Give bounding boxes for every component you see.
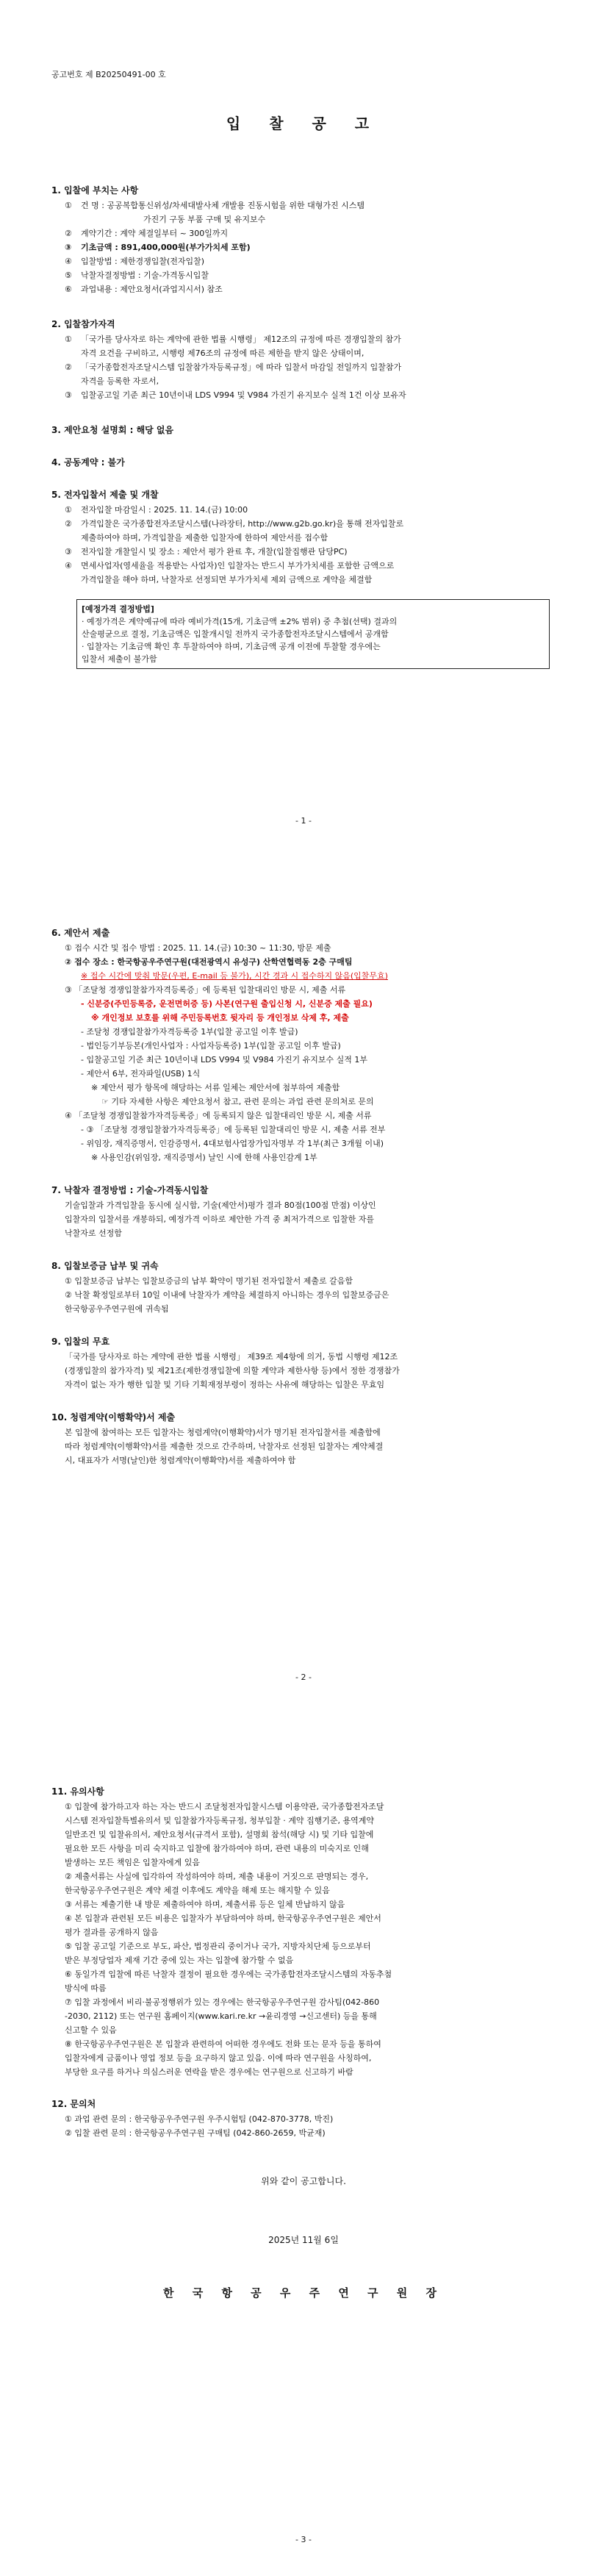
s8-line: ② 낙찰 확정일로부터 10일 이내에 낙찰자가 계약을 체결하지 아니하는 경우의 입찰보증금은 [65, 1290, 389, 1300]
page-number: - 2 - [295, 1672, 312, 1682]
s1-item-5: ⑤ 낙찰자결정방법 : 기술-가격동시입찰 [65, 271, 209, 280]
s8-line: 한국항공우주연구원에 귀속됨 [65, 1304, 169, 1314]
s1-item-4: ④ 입찰방법 : 제한경쟁입찰(전자입찰) [65, 257, 205, 266]
notice-number: 공고번호 제 B20250491-00 호 [51, 70, 166, 79]
s9-line: (경쟁입찰의 참가자격) 및 제21조(제한경쟁입찰에 의할 계약과 제한사항 등)에서 정한 경쟁참가 [65, 1366, 400, 1375]
s6-line: ※ 접수 시간에 맞춰 방문(우편, E-mail 등 불가), 시간 경과 시 접수하지 않음(입찰무효) [81, 971, 388, 981]
section-2-heading: 2. 입찰참가자격 [51, 319, 115, 329]
s11-line: ⑥ 동일가격 입찰에 따른 낙찰자 결정이 필요한 경우에는 국가종합전자조달시스템의 자동추첨 [65, 1969, 392, 1979]
s5-item-4b: 가격입찰을 해야 하며, 낙찰자로 선정되면 부가가치세 제외 금액으로 계약을 체결함 [81, 575, 373, 584]
s11-line: ⑦ 입찰 과정에서 비리·불공정행위가 있는 경우에는 한국항공우주연구원 감사팀(042-860 [65, 1997, 380, 2007]
issuing-organization: 한 국 항 공 우 주 연 구 원 장 [163, 2286, 444, 2300]
s10-line: 따라 청렴계약(이행확약)서를 제출한 것으로 간주하며, 낙찰자로 선정된 입찰자는 계약체결 [65, 1442, 384, 1451]
section-12-heading: 12. 문의처 [51, 2099, 96, 2109]
s1-item-3: ③ 기초금액 : 891,400,000원(부가가치세 포함) [65, 243, 251, 252]
s2-item-3: ③ 입찰공고일 기준 최근 10년이내 LDS V994 및 V984 가진기 유지보수 실적 1건 이상 보유자 [65, 390, 406, 400]
section-4-heading: 4. 공동계약 : 불가 [51, 457, 125, 468]
s7-line: 입찰자의 입찰서를 개봉하되, 예정가격 이하로 제안한 가격 중 최저가격으로 입찰한 자를 [65, 1214, 374, 1224]
s11-line: 받은 부정당업자 제재 기간 중에 있는 자는 입찰에 참가할 수 없음 [65, 1956, 294, 1965]
section-9-heading: 9. 입찰의 무효 [51, 1337, 110, 1347]
s11-line: 발생하는 모든 책임은 입찰자에게 있음 [65, 1858, 201, 1867]
page-2 [0, 856, 607, 1713]
section-10-heading: 10. 청렴계약(이행확약)서 제출 [51, 1412, 176, 1423]
s11-line: 시스템 전자입찰특별유의서 및 입찰참가자등록규정, 청부입찰 · 계약 집행기준, 용역계약 [65, 1816, 374, 1825]
s6-line: ③ 「조달청 경쟁입찰참가자격등록증」에 등록된 입찰대리인 방문 시, 제출 서류 [65, 985, 346, 995]
page-number: - 1 - [295, 816, 312, 826]
box-line: · 예정가격은 계약예규에 따라 예비가격(15개, 기초금액 ±2% 범위) 중 추첨(선택) 결과의 [82, 617, 398, 626]
s6-line: - 위임장, 재직증명서, 인감증명서, 4대보험사업장가입자명부 각 1부(최근 3개월 이내) [81, 1139, 384, 1148]
s7-line: 낙찰자로 선정함 [65, 1228, 122, 1238]
s2-item-1: ① 「국가를 당사자로 하는 계약에 관한 법률 시행령」 제12조의 규정에 따른 경쟁입찰의 참가 [65, 334, 401, 344]
section-1-heading: 1. 입찰에 부치는 사항 [51, 185, 139, 196]
s1-item-1b: 가진기 구동 부품 구매 및 유지보수 [143, 215, 266, 224]
s12-line: ② 입찰 관련 문의 : 한국항공우주연구원 구매팀 (042-860-2659, 박균재) [65, 2128, 326, 2138]
s11-line: 입찰자에게 금품이나 영업 정보 등을 요구하지 않고 있음. 이에 따라 연구원을 사칭하여, [65, 2053, 372, 2063]
closing-text: 위와 같이 공고합니다. [261, 2176, 346, 2186]
s6-line: - 입찰공고일 기준 최근 10년이내 LDS V994 및 V984 가진기 유지보수 실적 1부 [81, 1055, 367, 1065]
s6-line: - 조달청 경쟁입찰참가자격등록증 1부(입찰 공고일 이후 발급) [81, 1027, 298, 1037]
s11-line: 방식에 따름 [65, 1983, 107, 1993]
s11-line: 한국항공우주연구원은 계약 체결 이후에도 계약을 해제 또는 해지할 수 있음 [65, 1886, 330, 1895]
box-line: 입찰서 제출이 불가함 [82, 654, 157, 664]
box-line: · 입찰자는 기초금액 확인 후 투찰하여야 하며, 기초금액 공개 이전에 투찰할 경우에는 [82, 642, 381, 651]
s1-item-1: ① 건 명 : 공공복합통신위성/차세대발사체 개발용 진동시험을 위한 대형가진 시스템 [65, 201, 365, 210]
page-1 [0, 0, 607, 856]
s12-line: ① 과업 관련 문의 : 한국항공우주연구원 우주시험팀 (042-870-3778, 박진) [65, 2114, 334, 2124]
s11-line: ② 제출서류는 사실에 입각하여 작성하여야 하며, 제출 내용이 거짓으로 판명되는 경우, [65, 1872, 369, 1881]
s6-line: ② 접수 장소 : 한국항공우주연구원(대전광역시 유성구) 산학연협력동 2층 구매팀 [65, 957, 353, 967]
s11-line: ⑤ 입찰 공고일 기준으로 부도, 파산, 법정관리 중이거나 국가, 지방자치단체 등으로부터 [65, 1942, 371, 1951]
s9-line: 자격이 없는 자가 행한 입찰 및 기타 기획재정부령이 정하는 사유에 해당하는 입찰은 무효임 [65, 1380, 385, 1389]
s11-line: ③ 서류는 제출기한 내 방문 제출하여야 하며, 제출서류 등은 일체 반납하지 않음 [65, 1900, 345, 1909]
s6-line: ④ 「조달청 경쟁입찰참가자격등록증」에 등록되지 않은 입찰대리인 방문 시, 제출 서류 [65, 1111, 372, 1120]
s6-line: ※ 사용인감(위임장, 재직증명서) 날인 시에 한해 사용인감계 1부 [91, 1153, 317, 1162]
s6-line: ☞ 기타 자세한 사항은 제안요청서 참고, 관련 문의는 과업 관련 문의처로 문의 [101, 1097, 374, 1106]
s5-item-3: ③ 전자입찰 개찰일시 및 장소 : 제안서 평가 완료 후, 개찰(입찰집행관 담당PC) [65, 547, 348, 557]
page-3 [0, 1713, 607, 2576]
s5-item-2: ② 가격입찰은 국가종합전자조달시스템(나라장터, http://www.g2b.go.kr)을 통해 전자입찰로 [65, 519, 404, 529]
s6-line: - 법인등기부등본(개인사업자 : 사업자등록증) 1부(입찰 공고일 이후 발급) [81, 1041, 341, 1051]
s10-line: 본 입찰에 참여하는 모든 입찰자는 청렴계약(이행확약)서가 명기된 전자입찰서를 제출함에 [65, 1428, 381, 1437]
s1-item-2: ② 계약기간 : 계약 체결일부터 ~ 300일까지 [65, 229, 229, 238]
s11-line: 일반조건 및 입찰유의서, 제안요청서(규격서 포함), 설명회 참석(해당 시) 및 기타 입찰에 [65, 1830, 374, 1839]
s5-item-1: ① 전자입찰 마감일시 : 2025. 11. 14.(금) 10:00 [65, 505, 248, 515]
s6-line: - ③ 「조달청 경쟁입찰참가자격등록증」에 등록된 입찰대리인 방문 시, 제출 서류 전부 [81, 1125, 386, 1134]
s11-line: ④ 본 입찰과 관련된 모든 비용은 입찰자가 부담하여야 하며, 한국항공우주연구원은 제안서 [65, 1914, 381, 1923]
estimated-price-box [76, 599, 550, 669]
s8-line: ① 입찰보증금 납부는 입찰보증금의 납부 확약이 명기된 전자입찰서 제출로 갈음함 [65, 1276, 353, 1286]
s11-line: -2030, 2112) 또는 연구원 홈페이지(www.kari.re.kr →윤리경영 →신고센터) 등을 통해 [65, 2011, 377, 2021]
page-number: - 3 - [295, 2535, 312, 2544]
page-title: 입 찰 공 고 [226, 115, 381, 132]
box-line: 산술평균으로 결정, 기초금액은 입찰개시일 전까지 국가종합전자조달시스템에서 공개함 [82, 629, 389, 639]
s11-line: 평가 결과를 공개하지 않음 [65, 1928, 159, 1937]
s6-line: - 제안서 6부, 전자파일(USB) 1식 [81, 1069, 201, 1078]
s6-line: ① 접수 시간 및 접수 방법 : 2025. 11. 14.(금) 10:30 ~ 11:30, 방문 제출 [65, 943, 331, 953]
s9-line: 「국가를 당사자로 하는 계약에 관한 법률 시행령」 제39조 제4항에 의거, 동법 시행령 제12조 [65, 1352, 398, 1362]
section-6-heading: 6. 제안서 제출 [51, 928, 110, 938]
s2-item-2b: 자격을 등록한 자로서, [81, 376, 159, 386]
section-7-heading: 7. 낙찰자 결정방법 : 기술-가격동시입찰 [51, 1185, 209, 1195]
section-8-heading: 8. 입찰보증금 납부 및 귀속 [51, 1261, 159, 1271]
announcement-date: 2025년 11월 6일 [268, 2235, 339, 2245]
s11-line: ⑧ 한국항공우주연구원은 본 입찰과 관련하여 어떠한 경우에도 전화 또는 문자 등을 통하여 [65, 2039, 381, 2049]
s7-line: 기술입찰과 가격입찰을 동시에 실시함, 기술(제안서)평가 결과 80점(100점 만점) 이상인 [65, 1201, 376, 1210]
s6-line: - 신분증(주민등록증, 운전면허증 등) 사본(연구원 출입신청 시, 신분증 제출 필요) [81, 999, 373, 1009]
s11-line: 부당한 요구를 하거나 의심스러운 연락을 받은 경우에는 연구원으로 신고하기 바람 [65, 2067, 353, 2077]
s11-line: 신고할 수 있음 [65, 2025, 117, 2035]
section-11-heading: 11. 유의사항 [51, 1786, 104, 1797]
box-title: [예정가격 결정방법] [82, 604, 154, 614]
s6-line: ※ 개인정보 보호를 위해 주민등록번호 뒷자리 등 개인정보 삭제 후, 제출 [91, 1013, 349, 1023]
section-5-heading: 5. 전자입찰서 제출 및 개찰 [51, 490, 159, 500]
s2-item-2: ② 「국가종합전자조달시스템 입찰참가자등록규정」에 따라 입찰서 마감일 전일까지 입찰참가 [65, 362, 402, 372]
s11-line: ① 입찰에 참가하고자 하는 자는 반드시 조달청전자입찰시스템 이용약관, 국가종합전자조달 [65, 1802, 384, 1811]
s10-line: 시, 대표자가 서명(날인)한 청렴계약(이행확약)서를 제출하여야 함 [65, 1456, 296, 1465]
s2-item-1b: 자격 요건을 구비하고, 시행령 제76조의 규정에 따른 제한을 받지 않은 상태이며, [81, 348, 364, 358]
s5-item-4: ④ 면세사업자(영세율을 적용받는 사업자)인 입찰자는 반드시 부가가치세를 포함한 금액으로 [65, 561, 395, 570]
s5-item-2b: 제출하여야 하며, 가격입찰을 제출한 입찰자에 한하여 제안서를 접수함 [81, 533, 328, 543]
s1-item-6: ⑥ 과업내용 : 제안요청서(과업지시서) 참조 [65, 285, 223, 294]
s6-line: ※ 제안서 평가 항목에 해당하는 서류 일체는 제안서에 첨부하여 제출함 [91, 1083, 340, 1092]
section-3-heading: 3. 제안요청 설명회 : 해당 없음 [51, 425, 174, 435]
s11-line: 필요한 모든 사항을 미리 숙지하고 입찰에 참가하여야 하며, 관련 내용의 미숙지로 인해 [65, 1844, 369, 1853]
